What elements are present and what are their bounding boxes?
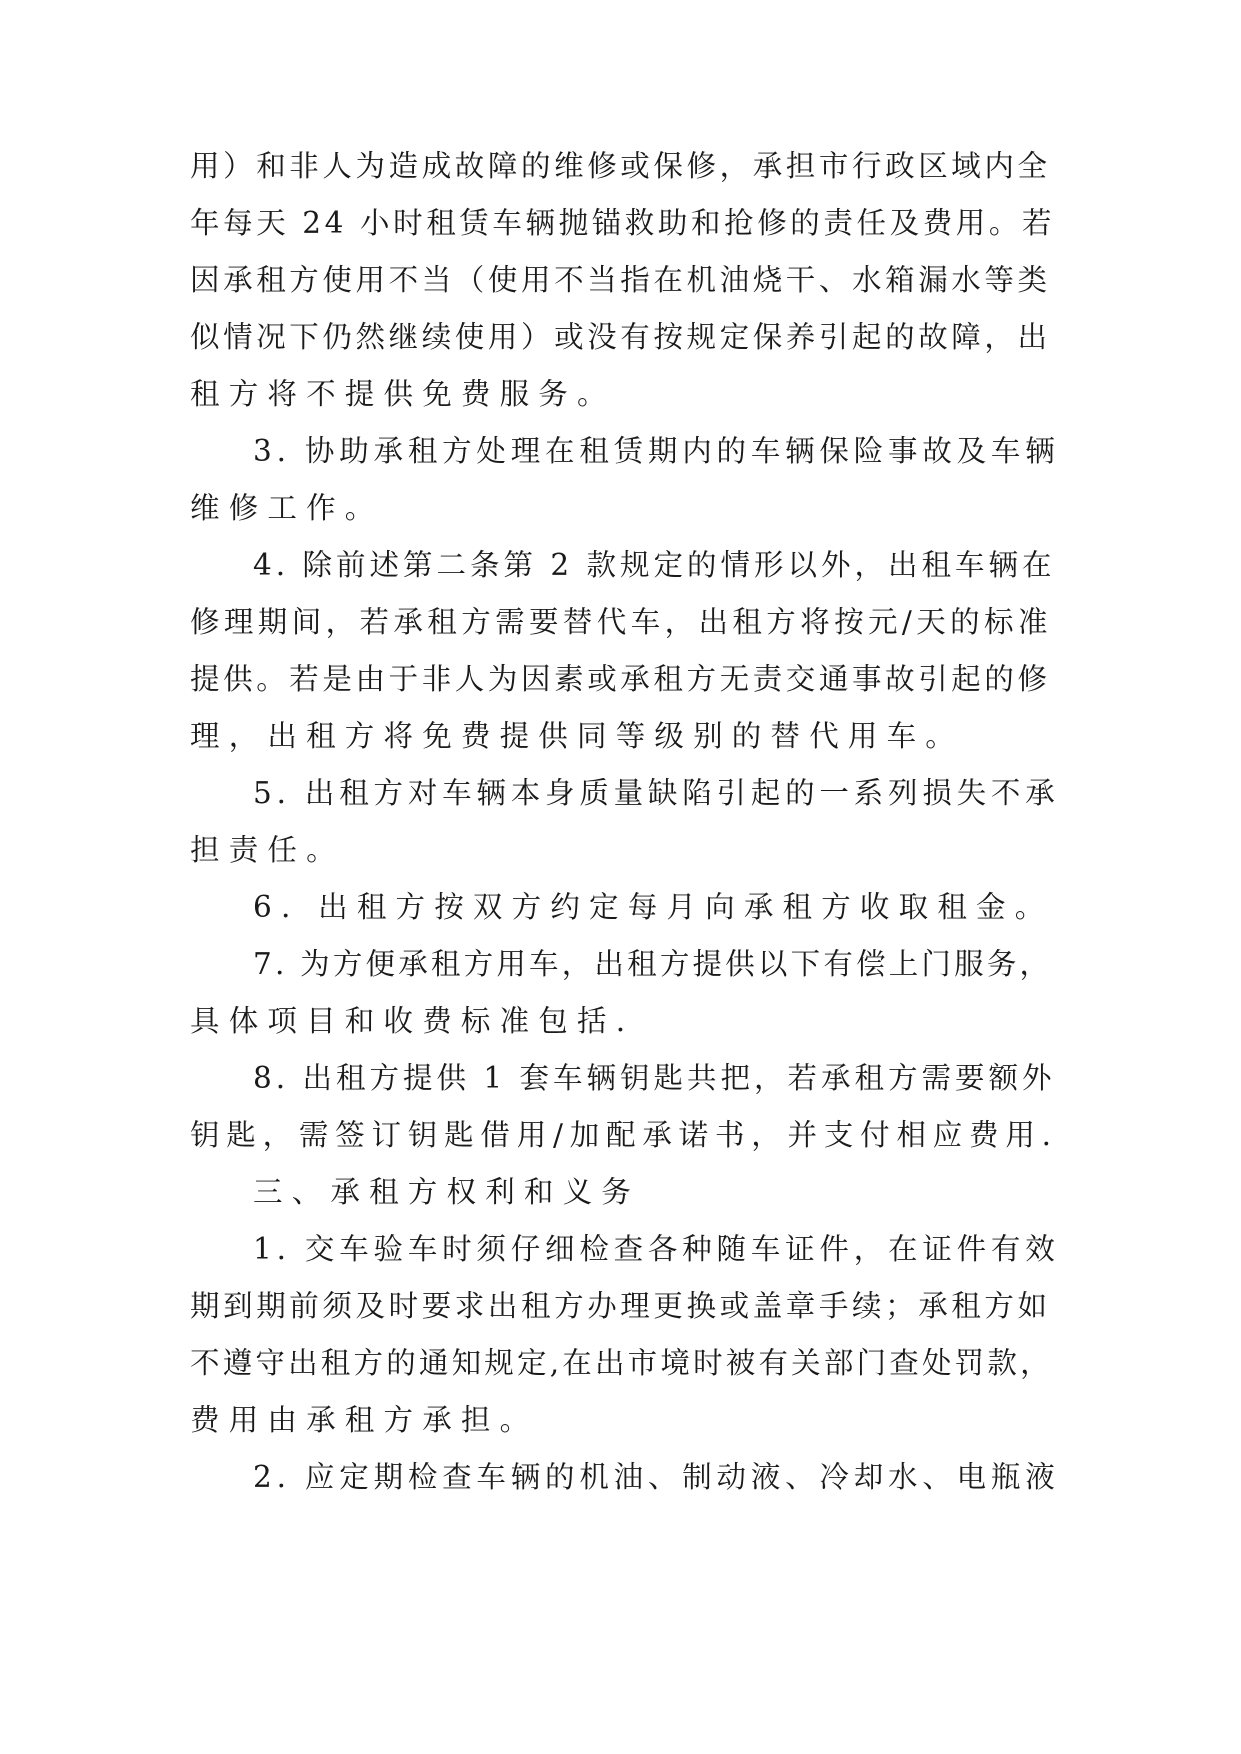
- text-line: 年每天 24 小时租赁车辆抛锚救助和抢修的责任及费用。若: [190, 206, 1056, 240]
- text-line: 担责任。: [190, 833, 345, 867]
- text-line: 租方将不提供免费服务。: [190, 377, 616, 411]
- text-line: 具体项目和收费标准包括.: [190, 1004, 635, 1038]
- text-line: 钥匙，需签订钥匙借用/加配承诺书，并支付相应费用.: [190, 1118, 1058, 1152]
- list-item-4: 4. 除前述第二条第 2 款规定的情形以外，出租车辆在: [253, 548, 1056, 582]
- text-line: 似情况下仍然继续使用）或没有按规定保养引起的故障，出: [190, 320, 1051, 354]
- list-item-8: 8. 出租方提供 1 套车辆钥匙共把，若承租方需要额外: [253, 1061, 1056, 1095]
- list-item-7: 7. 为方便承租方用车，出租方提供以下有偿上门服务，: [253, 947, 1053, 981]
- list-item-6: 6. 出租方按双方约定每月向承租方收取租金。: [253, 890, 1054, 924]
- list-item-5: 5. 出租方对车辆本身质量缺陷引起的一系列损失不承: [253, 776, 1060, 810]
- text-line: 提供。若是由于非人为因素或承租方无责交通事故引起的修: [190, 662, 1051, 696]
- text-line: 用）和非人为造成故障的维修或保修，承担市行政区域内全: [190, 149, 1051, 183]
- list-item-2: 2. 应定期检查车辆的机油、制动液、冷却水、电瓶液: [253, 1460, 1060, 1494]
- text-line: 不遵守出租方的通知规定,在出市境时被有关部门查处罚款，: [190, 1346, 1053, 1380]
- text-line: 费用由承租方承担。: [190, 1403, 539, 1437]
- list-item-3: 3. 协助承租方处理在租赁期内的车辆保险事故及车辆: [253, 434, 1060, 468]
- list-item-1: 1. 交车验车时须仔细检查各种随车证件，在证件有效: [253, 1232, 1060, 1266]
- text-line: 因承租方使用不当（使用不当指在机油烧干、水箱漏水等类: [190, 263, 1051, 297]
- text-line: 期到期前须及时要求出租方办理更换或盖章手续；承租方如: [190, 1289, 1051, 1323]
- text-line: 修理期间，若承租方需要替代车，出租方将按元/天的标准: [190, 605, 1052, 639]
- text-line: 理，出租方将免费提供同等级别的替代用车。: [190, 719, 965, 753]
- section-heading: 三、承租方权利和义务: [253, 1175, 641, 1209]
- text-line: 维修工作。: [190, 491, 384, 525]
